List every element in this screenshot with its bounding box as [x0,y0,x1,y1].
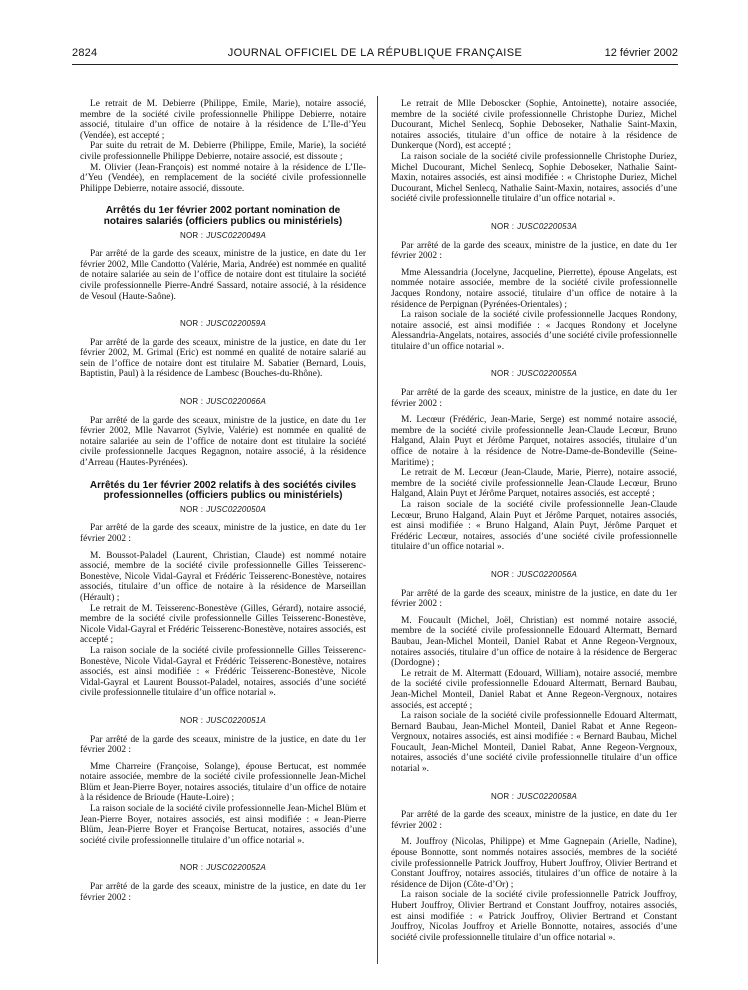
header-rule [72,64,678,65]
page-number: 2824 [72,47,98,59]
nor-reference [391,792,677,803]
nor-code: JUSC0220050A [206,504,266,514]
paragraph: M. Boussot-Paladel (Laurent, Christian, Claude) est nommé notaire associé, membre de la société civile professionnelle Gilles Teisserenc-Bonestève, Nicole Vidal-Gayral et Frédéric Teisserenc-Bonestève, notaires associés, titulaire d’un office de notaire à la résidence de Marseillan (Hérault) ; [80,550,366,603]
paragraph: Par arrêté de la garde des sceaux, ministre de la justice, en date du 1er février 2002 : [80,523,366,544]
nor-label: NOR : [179,715,204,725]
nor-label: NOR : [490,369,515,379]
paragraph: Le retrait de M. Altermatt (Edouard, William), notaire associé, membre de la société civile professionnelle Edouard Altermatt, Bernard Baubau, Jean-Michel Monteil, Daniel Rabat et Anne Regeon-Vergnoux, notaires associés, est accepté ; [391,668,677,711]
paragraph: La raison sociale de la société civile professionnelle Edouard Altermatt, Bernard Baubau, Jean-Michel Monteil, Daniel Rabat et Anne Regeon-Vergnoux, notaires associés, est ainsi modifiée : « Bernard Baubau, Michel Foucault, Jean-Michel Monteil, Daniel Rabat, Anne Regeon-Vergnoux, notaires, associés d’une société civile professionnelle titulaire d’un office notarial ». [391,711,677,775]
paragraph: Par arrêté de la garde des sceaux, ministre de la justice, en date du 1er février 2002, Mlle Navarrot (Sylvie, Valérie) est nommée en qualité de notaire salariée au sein de l’office de notaire dont est titulaire la société civile professionnelle Jacques Regagnon, notaire associé, à la résidence d’Arreau (Hautes-Pyrénées). [80,415,366,469]
page-header [72,47,678,63]
nor-reference [80,319,366,330]
journal-title: JOURNAL OFFICIEL DE LA RÉPUBLIQUE FRANÇAISE [227,47,523,59]
nor-code: JUSC0220052A [206,863,266,873]
paragraph: Le retrait de M. Debierre (Philippe, Emile, Marie), notaire associé, membre de la société civile professionnelle Philippe Debierre, notaire associé, titulaire d’un office de notaire à la résidence de L’Ile-d’Yeu (Vendée), est accepté ; [80,99,366,141]
paragraph: M. Jouffroy (Nicolas, Philippe) et Mme Gagnepain (Arielle, Nadine), épouse Bonnotte, sont nommés notaires associés, membres de la société civile professionnelle Patrick Jouffroy, Hubert Jouffroy, Olivier Bertrand et Constant Jouffroy, notaires associés, titulaires d’un office de notaire à la résidence de Dijon (Côte-d’Or) ; [391,837,677,890]
nor-code: JUSC0220051A [206,715,266,725]
column-divider [377,96,378,964]
paragraph: La raison sociale de la société civile professionnelle Jacques Rondony, notaire associé, est ainsi modifiée : « Jacques Rondony et Jocelyne Alessandria-Angelats, notaires, associés d’une société civile professionnelle titulaire d’un office notarial ». [391,310,677,352]
nor-label: NOR : [490,791,515,801]
nor-code: JUSC0220058A [517,791,577,801]
paragraph: Le retrait de M. Lecœur (Jean-Claude, Marie, Pierre), notaire associé, membre de la société civile professionnelle Jean-Claude Lecœur, Bruno Halgand, Alain Puyt et Jérôme Parquet, notaires associés, est accepté ; [391,468,677,500]
paragraph: La raison sociale de la société civile professionnelle Jean-Claude Lecœur, Bruno Halgand, Alain Puyt et Jérôme Parquet, notaires associés, est ainsi modifiée : « Bruno Halgand, Alain Puyt, Jérôme Parquet et Frédéric Lecœur, notaires, associés d’une société civile professionnelle titulaire d’un office notarial ». [391,500,677,553]
nor-reference [391,222,677,233]
nor-label: NOR : [179,230,204,240]
nor-reference [80,863,366,874]
paragraph: Par arrêté de la garde des sceaux, ministre de la justice, en date du 1er février 2002 : [391,240,677,262]
paragraph: Par suite du retrait de M. Debierre (Philippe, Emile, Marie), la société civile professionnelle Philippe Debierre, notaire associé, est dissoute ; [80,141,366,162]
paragraph: Mme Alessandria (Jocelyne, Jacqueline, Pierrette), épouse Angelats, est nommée notaire associée, membre de la société civile professionnelle Jacques Rondony, notaire associé, titulaire d’un office de notaire à la résidence de Perpignan (Pyrénées-Orientales) ; [391,267,677,310]
nor-label: NOR : [490,569,515,579]
nor-reference [80,397,366,408]
nor-code: JUSC0220055A [517,369,577,379]
paragraph: La raison sociale de la société civile professionnelle Christophe Duriez, Michel Ducourant, Michel Senlecq, Sophie Deboseker, Nathalie Saint-Maxin, notaires associés, est ainsi modifiée : « Christophe Duriez, Michel Ducourant, Michel Senlecq, Nathalie Saint-Maxin, notaires, associés d’une société civile professionnelle titulaire d’un office notarial ». [391,151,677,205]
nor-reference [80,716,366,727]
paragraph: M. Foucault (Michel, Joël, Christian) est nommé notaire associé, membre de la société civile professionnelle Edouard Altermatt, Bernard Baubau, Jean-Michel Monteil, Daniel Rabat et Anne Regeon-Vergnoux, notaires associés, titulaire d’un office de notaire à la résidence de Bergerac (Dordogne) ; [391,615,677,669]
nor-label: NOR : [179,863,204,873]
paragraph: Le retrait de M. Teisserenc-Bonestève (Gilles, Gérard), notaire associé, membre de la société civile professionnelle Gilles Teisserenc-Bonestève, Nicole Vidal-Gayral et Frédéric Teisserenc-Bonestève, notaires associés, est accepté ; [80,603,366,646]
section-title-salaried-notaries: Arrêtés du 1er février 2002 portant nomination de notaires salariés (officiers publics ou ministériels) [103,205,343,227]
nor-reference [80,505,366,516]
left-column [80,99,366,903]
nor-code: JUSC0220056A [517,569,577,579]
paragraph: Par arrêté de la garde des sceaux, ministre de la justice, en date du 1er février 2002, Mlle Candotto (Valérie, Maria, Andrée) est nommée en qualité de notaire salariée au sein de l’office de notaire dont est titulaire la société civile professionnelle Pierre-André Sassard, notaire associé, à la résidence de Vesoul (Haute-Saône). [80,249,366,302]
issue-date: 12 février 2002 [604,47,678,59]
paragraph: Par arrêté de la garde des sceaux, ministre de la justice, en date du 1er février 2002, M. Grimal (Eric) est nommé en qualité de notaire salarié au sein de l’office de notaire dont est titulaire M. Sabatier (Bernard, Louis, Baptistin, Paul) à la résidence de Lambesc (Bouches-du-Rhône). [80,337,366,380]
nor-reference [391,369,677,380]
nor-label: NOR : [179,504,204,514]
paragraph: Par arrêté de la garde des sceaux, ministre de la justice, en date du 1er février 2002 : [80,882,366,903]
nor-code: JUSC0220053A [517,221,577,231]
nor-label: NOR : [179,319,204,329]
nor-reference [391,570,677,581]
paragraph: Par arrêté de la garde des sceaux, ministre de la justice, en date du 1er février 2002 : [391,388,677,409]
paragraph: M. Olivier (Jean-François) est nommé notaire à la résidence de L’Ile-d’Yeu (Vendée), en remplacement de la société civile professionnelle Philippe Debierre, notaire associé, dissoute. [80,162,366,194]
paragraph: La raison sociale de la société civile professionnelle Patrick Jouffroy, Hubert Jouffroy, Olivier Bertrand et Constant Jouffroy, notaires associés, est ainsi modifiée : « Patrick Jouffroy, Olivier Bertrand et Constant Jouffroy, Nicolas Jouffroy et Arielle Bonnotte, notaires, associés d’une société civile professionnelle titulaire d’un office notarial ». [391,890,677,943]
paragraph: M. Lecœur (Frédéric, Jean-Marie, Serge) est nommé notaire associé, membre de la société civile professionnelle Jean-Claude Lecœur, Bruno Halgand, Alain Puyt et Jérôme Parquet, notaires associés, titulaire d’un office de notaire à la résidence de Notre-Dame-de-Bondeville (Seine-Maritime) ; [391,415,677,468]
nor-code: JUSC0220049A [206,230,266,240]
paragraph: Le retrait de Mlle Deboscker (Sophie, Antoinette), notaire associée, membre de la société civile professionnelle Christophe Duriez, Michel Ducourant, Michel Senlecq, Sophie Deboseker, Nathalie Saint-Maxin, notaires associés, titulaire d’un office de notaire à la résidence de Dunkerque (Nord), est accepté ; [391,99,677,152]
right-column [391,99,677,943]
paragraph: Par arrêté de la garde des sceaux, ministre de la justice, en date du 1er février 2002 : [391,588,677,610]
nor-code: JUSC0220066A [206,397,266,407]
nor-reference [80,231,366,242]
nor-code: JUSC0220059A [206,319,266,329]
paragraph: Par arrêté de la garde des sceaux, ministre de la justice, en date du 1er février 2002 : [80,734,366,756]
paragraph: Par arrêté de la garde des sceaux, ministre de la justice, en date du 1er février 2002 : [391,810,677,831]
paragraph: Mme Charreire (Françoise, Solange), épouse Bertucat, est nommée notaire associée, membre de la société civile professionnelle Jean-Michel Blüm et Jean-Pierre Boyer, notaires associés, titulaire d’un office de notaire à la résidence de Brioude (Haute-Loire) ; [80,761,366,804]
section-title-professional-companies: Arrêtés du 1er février 2002 relatifs à des sociétés civiles professionnelles (officiers publics ou ministériels) [89,479,357,502]
paragraph: La raison sociale de la société civile professionnelle Jean-Michel Blüm et Jean-Pierre Boyer, notaires associés, est ainsi modifiée : « Jean-Pierre Blüm, Jean-Pierre Boyer et Françoise Bertucat, notaires, associés d’une société civile professionnelle titulaire d’un office notarial ». [80,804,366,846]
nor-label: NOR : [179,397,204,407]
paragraph: La raison sociale de la société civile professionnelle Gilles Teisserenc-Bonestève, Nicole Vidal-Gayral et Frédéric Teisserenc-Bonestève, notaires associés, est ainsi modifiée : « Frédéric Teisserenc-Bonestève, Nicole Vidal-Gayral et Laurent Boussot-Paladel, notaires, associés d’une société civile professionnelle titulaire d’un office notarial ». [80,645,366,699]
nor-label: NOR : [490,221,515,231]
